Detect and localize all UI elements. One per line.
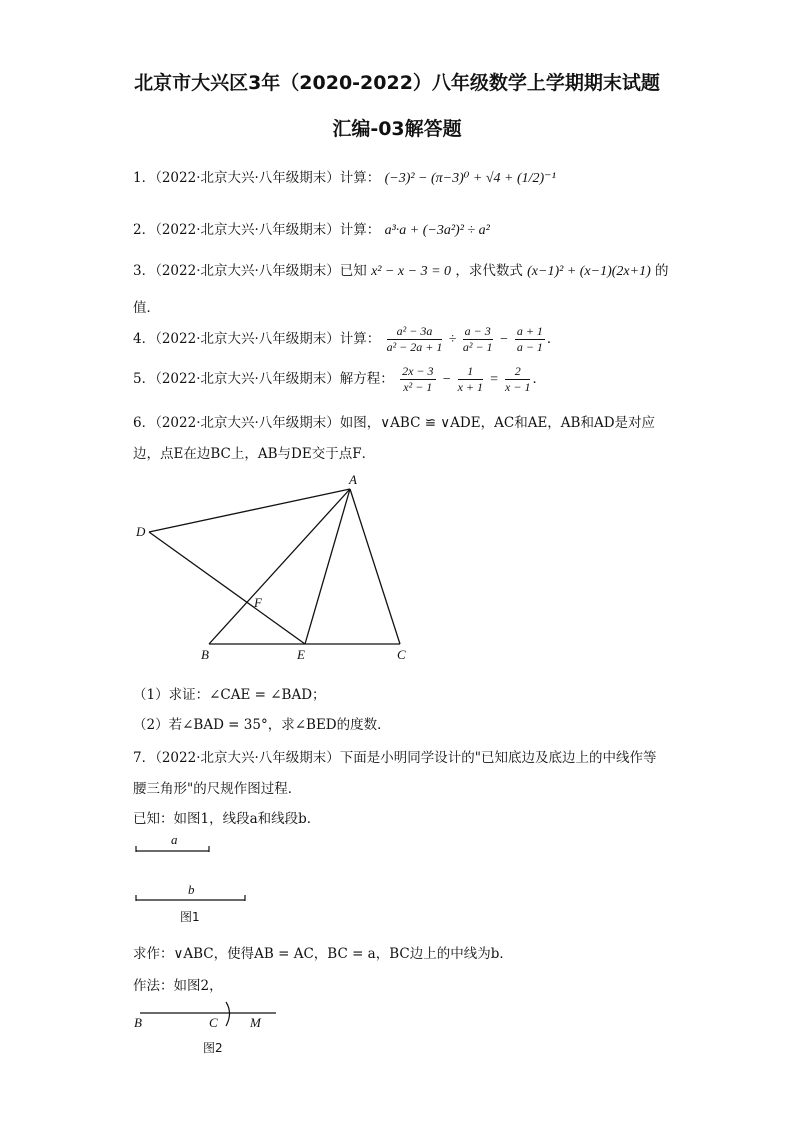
label-F: F	[254, 595, 262, 610]
figure-1-caption: 图1	[180, 910, 200, 924]
label-A: A	[349, 472, 357, 487]
question-1	[133, 166, 556, 187]
question-7-task: 求作：∨ABC，使得AB = AC，BC = a，BC边上的中线为b．	[133, 946, 513, 962]
question-7-given: 已知：如图1，线段a和线段b．	[133, 811, 321, 827]
question-6-line2: 边，点E在边BC上，AB与DE交于点F．	[133, 446, 376, 462]
question-5-fraction-2: $\frac{1}{x + 1}$	[457, 364, 483, 394]
question-5-fraction-3: $\frac{2}{x - 1}$	[505, 364, 531, 394]
question-6-part1: （1）求证：∠CAE = ∠BAD；	[133, 687, 326, 703]
question-2-prefix: 2．（2022·北京大兴·八年级期末）计算：	[133, 222, 381, 238]
arc-mark	[226, 1002, 230, 1026]
question-4-op2: −	[499, 332, 509, 347]
question-5: 5．（2022·北京大兴·八年级期末）解方程： $\frac{2x - 3}{\text{x² − 1}}$ − $\frac{1}{x + 1}$ = $\frac{2}{x - 1}$ ．	[133, 364, 546, 394]
question-7-method: 作法：如图2，	[133, 978, 223, 994]
segment-AC	[350, 489, 400, 644]
question-7-line2: 腰三角形"的尺规作图过程．	[133, 781, 302, 797]
question-3-expr: (x−1)² + (x−1)(2x+1)	[527, 264, 651, 279]
question-6-line1: 6．（2022·北京大兴·八年级期末）如图，∨ABC ≌ ∨ADE，AC和AE，AB和AD是对应	[133, 415, 656, 431]
label-E: E	[297, 647, 305, 662]
question-6-part2: （2）若∠BAD = 35°，求∠BED的度数．	[133, 717, 391, 733]
question-2	[133, 218, 490, 239]
question-4-fraction-3: $\frac{a + 1}{a - 1}$	[516, 324, 543, 354]
question-4-fraction-2: $\frac{a - 3}{\text{a² − 1}}$	[462, 324, 493, 354]
label-fig2-B: B	[134, 1015, 142, 1030]
question-5-prefix: 5．（2022·北京大兴·八年级期末）解方程：	[133, 371, 394, 387]
question-3-suffix: 的	[655, 263, 669, 279]
question-3-condition: x² − x − 3 = 0	[371, 264, 452, 279]
figure-2-caption: 图2	[203, 1041, 223, 1055]
label-a: a	[171, 832, 178, 847]
question-5-fraction-1: $\frac{2x - 3}{\text{x² − 1}}$	[402, 364, 434, 394]
segment-DE	[149, 532, 305, 644]
question-1-expr: (−3)² − (π−3)⁰ + √4 + (1/2)⁻¹	[384, 171, 556, 186]
question-3-mid: ，求代数式	[455, 263, 523, 279]
label-fig2-C: C	[209, 1015, 218, 1030]
question-1-prefix: 1．（2022·北京大兴·八年级期末）计算：	[133, 170, 381, 186]
question-3	[133, 259, 669, 280]
question-3-prefix: 3．（2022·北京大兴·八年级期末）已知	[133, 263, 367, 279]
label-C: C	[397, 647, 406, 662]
question-4-prefix: 4．（2022·北京大兴·八年级期末）计算：	[133, 331, 381, 347]
question-5-op2: =	[489, 372, 499, 387]
label-B: B	[201, 647, 209, 662]
segment-AE	[305, 489, 350, 644]
question-5-op1: −	[441, 372, 452, 387]
label-b: b	[188, 882, 195, 897]
question-4-fraction-1: $\frac{\text{a² − 3a}}{\text{a² − 2a + 1}}$	[386, 324, 443, 354]
page-title: 北京市大兴区3年（2020-2022）八年级数学上学期期末试题	[134, 72, 660, 94]
question-2-expr: a³·a + (−3a²)² ÷ a²	[384, 223, 490, 238]
question-4: 4．（2022·北京大兴·八年级期末）计算： $\frac{\text{a² − 3a}}{\text{a² − 2a + 1}}$ ÷ $\frac{a - 3}{\text{a² − 1}}$ − $\frac{a + 1}{a - 1}$ ．	[133, 324, 561, 354]
question-3-line2: 值．	[133, 300, 160, 316]
label-D: D	[136, 524, 146, 539]
segment-DA	[149, 489, 350, 532]
question-4-op1: ÷	[448, 332, 457, 347]
page-subtitle: 汇编-03解答题	[332, 118, 462, 140]
question-7-line1: 7．（2022·北京大兴·八年级期末）下面是小明同学设计的"已知底边及底边上的中线作等	[133, 750, 657, 766]
label-fig2-M: M	[250, 1015, 261, 1030]
segment-AB	[209, 489, 350, 644]
